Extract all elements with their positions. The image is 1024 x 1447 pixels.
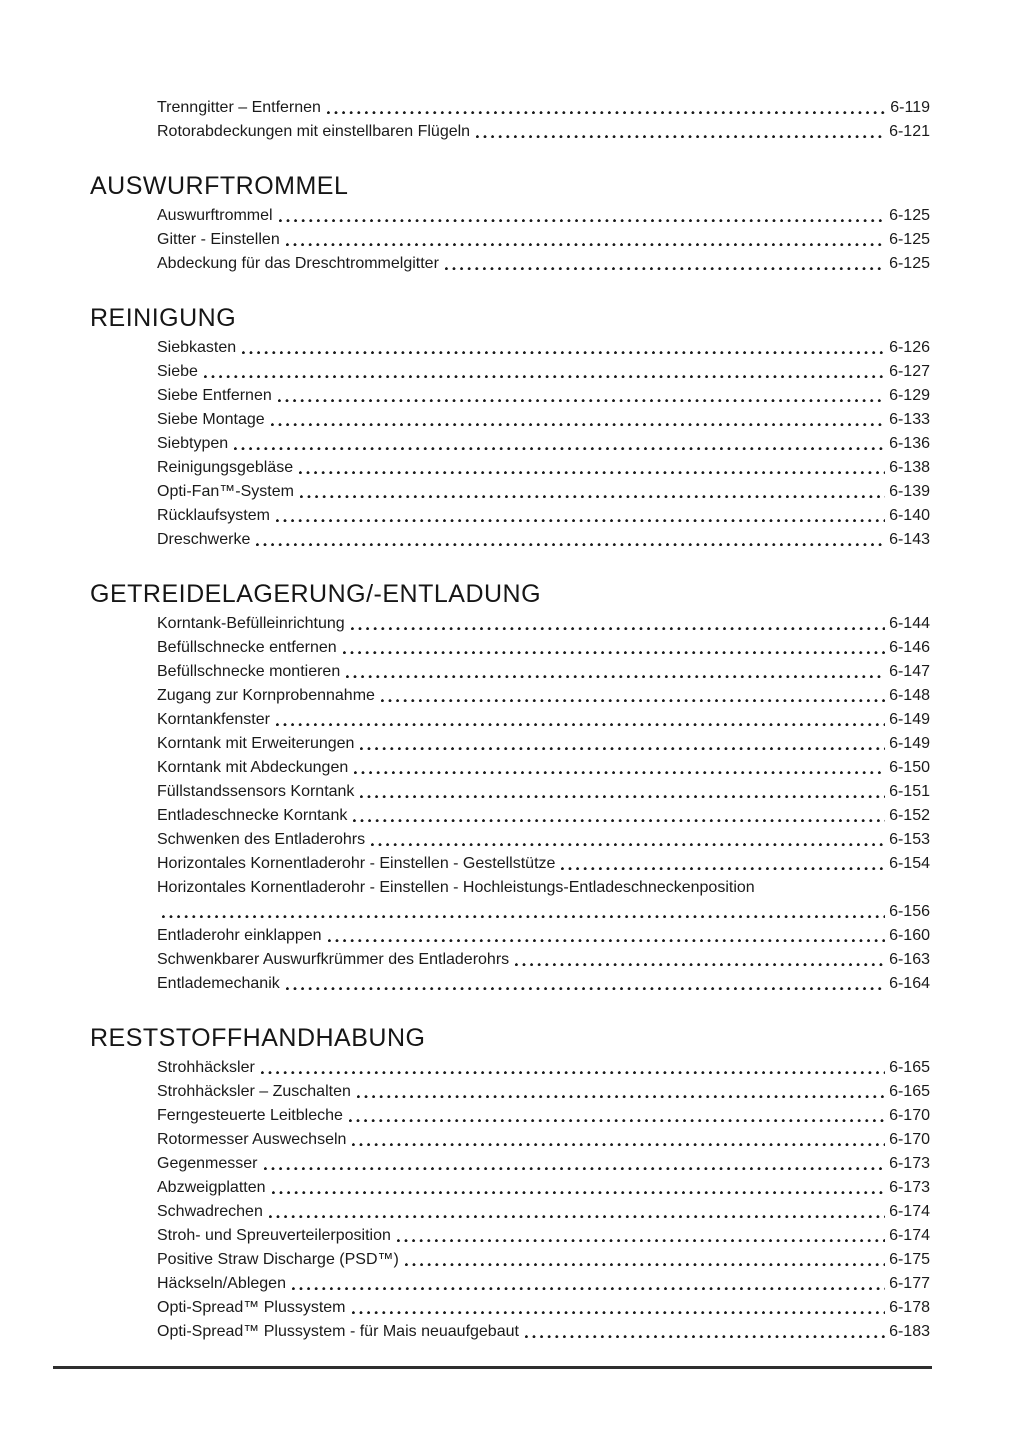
toc-entry-label: Schwenken des Entladerohrs — [157, 831, 366, 848]
toc-dot-leader — [264, 1152, 886, 1176]
toc-entry-page: 6-173 — [889, 1155, 930, 1172]
toc-entry-page: 6-153 — [889, 831, 930, 848]
toc-dot-leader — [343, 636, 885, 660]
toc-dot-leader — [351, 612, 885, 636]
toc-dot-leader — [405, 1248, 885, 1272]
toc-entry-label: Korntank mit Erweiterungen — [157, 735, 355, 752]
toc-entry-page: 6-146 — [889, 639, 930, 656]
toc-entry — [157, 684, 930, 708]
toc-entry — [157, 252, 930, 276]
toc-entry-label: Rotorabdeckungen mit einstellbaren Flügeln — [157, 123, 471, 140]
toc-entry — [157, 612, 930, 636]
toc-dot-leader — [286, 972, 885, 996]
toc-entry-label: Opti-Fan™-System — [157, 483, 294, 500]
toc-dot-leader — [515, 948, 885, 972]
toc-dot-leader — [381, 684, 885, 708]
toc-entry — [157, 780, 930, 804]
toc-dot-leader — [349, 1104, 885, 1128]
toc-entry-page: 6-150 — [889, 759, 930, 776]
toc-entry — [157, 756, 930, 780]
toc-entry-page: 6-170 — [889, 1107, 930, 1124]
toc-entry — [157, 1248, 930, 1272]
toc-entry-page: 6-125 — [889, 207, 930, 224]
toc-entry — [157, 120, 930, 144]
toc-entry — [157, 336, 930, 360]
toc-entry-page: 6-139 — [889, 483, 930, 500]
toc-entry-label: Horizontales Kornentladerohr - Einstellen - Gestellstütze — [157, 855, 556, 872]
section-title: REINIGUNG — [90, 304, 237, 332]
toc-entry-page: 6-149 — [889, 735, 930, 752]
toc-entry-label: Positive Straw Discharge (PSD™) — [157, 1251, 399, 1268]
toc-dot-leader — [346, 660, 885, 684]
toc-entry-page: 6-129 — [889, 387, 930, 404]
toc-entry — [157, 432, 930, 456]
toc-entry-label: Siebe — [157, 363, 198, 380]
toc-entry-page: 6-140 — [889, 507, 930, 524]
toc-dot-leader — [354, 756, 885, 780]
toc-dot-leader — [397, 1224, 885, 1248]
toc-entry-page: 6-143 — [889, 531, 930, 548]
toc-entry-label: Entlademechanik — [157, 975, 280, 992]
toc-entry-label: Siebe Entfernen — [157, 387, 272, 404]
toc-entry — [157, 1320, 930, 1344]
toc-dot-leader — [371, 828, 885, 852]
toc-dot-leader — [525, 1320, 885, 1344]
toc-entry — [157, 360, 930, 384]
section-title: AUSWURFTROMMEL — [90, 172, 349, 200]
toc-entry — [157, 1272, 930, 1296]
toc-dot-leader — [328, 924, 886, 948]
toc-dot-leader — [352, 1296, 886, 1320]
toc-entry — [157, 876, 930, 900]
toc-dot-leader — [300, 480, 885, 504]
toc-dot-leader — [269, 1200, 885, 1224]
toc-dot-leader — [204, 360, 885, 384]
toc-entry-list — [157, 96, 930, 144]
toc-entry — [157, 1104, 930, 1128]
toc-entry — [157, 1176, 930, 1200]
toc-entry-label: Siebtypen — [157, 435, 229, 452]
toc-dot-leader — [261, 1056, 885, 1080]
toc-entry — [157, 480, 930, 504]
toc-entry-label: Auswurftrommel — [157, 207, 273, 224]
toc-entry-page: 6-174 — [889, 1227, 930, 1244]
toc-dot-leader — [271, 408, 885, 432]
toc-dot-leader — [352, 1128, 885, 1152]
toc-entry — [157, 384, 930, 408]
toc-entry-label: Befüllschnecke montieren — [157, 663, 341, 680]
toc-entry-list — [157, 336, 930, 552]
toc-dot-leader — [279, 204, 886, 228]
toc-entry-page: 6-147 — [889, 663, 930, 680]
toc-entry-label: Abdeckung für das Dreschtrommelgitter — [157, 255, 439, 272]
toc-entry-label: Rotormesser Auswechseln — [157, 1131, 347, 1148]
toc-dot-leader — [360, 732, 885, 756]
toc-entry — [157, 1152, 930, 1176]
toc-entry — [157, 828, 930, 852]
toc-entry-label: Stroh- und Spreuverteilerposition — [157, 1227, 391, 1244]
toc-entry-label: Zugang zur Kornprobennahme — [157, 687, 375, 704]
toc-entry — [157, 204, 930, 228]
toc-dot-leader — [299, 456, 885, 480]
toc-dot-leader — [327, 96, 886, 120]
toc-entry-label: Korntank-Befülleinrichtung — [157, 615, 345, 632]
toc-entry-label: Trenngitter – Entfernen — [157, 99, 321, 116]
toc-entry-page: 6-174 — [889, 1203, 930, 1220]
toc-entry-label: Strohhäcksler – Zuschalten — [157, 1083, 351, 1100]
toc-dot-leader — [234, 432, 885, 456]
footer-divider — [53, 1366, 932, 1369]
toc-entry-label: Befüllschnecke entfernen — [157, 639, 337, 656]
toc-entry-page: 6-144 — [889, 615, 930, 632]
toc-entry — [157, 804, 930, 828]
toc-entry-label: Dreschwerke — [157, 531, 251, 548]
toc-entry — [157, 636, 930, 660]
section-title: RESTSTOFFHANDHABUNG — [90, 1024, 426, 1052]
toc-entry-label: Ferngesteuerte Leitbleche — [157, 1107, 343, 1124]
toc-entry-page: 6-126 — [889, 339, 930, 356]
toc-dot-leader — [476, 120, 885, 144]
toc-entry-label: Entladeschnecke Korntank — [157, 807, 348, 824]
toc-entry — [157, 408, 930, 432]
toc-entry — [157, 852, 930, 876]
toc-dot-leader — [292, 1272, 885, 1296]
toc-entry-page: 6-127 — [889, 363, 930, 380]
toc-entry-label: Korntankfenster — [157, 711, 270, 728]
toc-entry-label: Abzweigplatten — [157, 1179, 266, 1196]
toc-entry-label: Siebe Montage — [157, 411, 265, 428]
toc-entry-page: 6-178 — [889, 1299, 930, 1316]
toc-dot-leader — [272, 1176, 886, 1200]
toc-entry — [157, 1200, 930, 1224]
toc-entry-page: 6-163 — [889, 951, 930, 968]
toc-entry-label: Siebkasten — [157, 339, 237, 356]
toc-entry-list — [157, 612, 930, 996]
toc-entry — [157, 732, 930, 756]
toc-entry-page: 6-121 — [889, 123, 930, 140]
toc-entry-list — [157, 1056, 930, 1344]
toc-entry-page: 6-152 — [889, 807, 930, 824]
toc-entry-page: 6-119 — [890, 99, 930, 116]
toc-entry-page: 6-165 — [889, 1083, 930, 1100]
toc-entry — [157, 504, 930, 528]
toc-entry-page: 6-133 — [889, 411, 930, 428]
toc-entry-page: 6-148 — [889, 687, 930, 704]
toc-dot-leader — [242, 336, 885, 360]
toc-entry-label: Strohhäcksler — [157, 1059, 255, 1076]
toc-entry — [157, 228, 930, 252]
toc-dot-leader — [256, 528, 885, 552]
toc-entry-label: Schwenkbarer Auswurfkrümmer des Entladerohrs — [157, 951, 510, 968]
toc-entry-page: 6-173 — [889, 1179, 930, 1196]
toc-entry-label: Reinigungsgebläse — [157, 459, 294, 476]
toc-entry — [157, 708, 930, 732]
toc-entry — [157, 456, 930, 480]
toc-entry-page: 6-160 — [889, 927, 930, 944]
toc-entry-page: 6-183 — [889, 1323, 930, 1340]
toc-entry-label: Opti-Spread™ Plussystem - für Mais neuaufgebaut — [157, 1323, 519, 1340]
toc-dot-leader — [278, 384, 885, 408]
toc-entry-label: Rücklaufsystem — [157, 507, 270, 524]
toc-entry-label: Horizontales Kornentladerohr - Einstellen - Hochleistungs-Entladeschneckenposition — [157, 879, 755, 896]
toc-dot-leader — [357, 1080, 885, 1104]
toc-entry — [157, 1296, 930, 1320]
section-title: GETREIDELAGERUNG/-ENTLADUNG — [90, 580, 542, 608]
toc-entry-label: Opti-Spread™ Plussystem — [157, 1299, 346, 1316]
toc-dot-leader — [445, 252, 885, 276]
toc-entry-label: Gegenmesser — [157, 1155, 258, 1172]
toc-entry — [157, 1080, 930, 1104]
toc-entry-label: Gitter - Einstellen — [157, 231, 280, 248]
toc-entry-page: 6-125 — [889, 231, 930, 248]
toc-entry-label: Füllstandssensors Korntank — [157, 783, 355, 800]
toc-entry-continuation — [157, 900, 930, 924]
toc-entry — [157, 1128, 930, 1152]
toc-entry-label: Entladerohr einklappen — [157, 927, 322, 944]
table-of-contents — [90, 96, 930, 1344]
toc-entry-page: 6-154 — [889, 855, 930, 872]
toc-dot-leader — [286, 228, 885, 252]
toc-dot-leader — [353, 804, 885, 828]
toc-entry-label: Häckseln/Ablegen — [157, 1275, 286, 1292]
toc-entry-page: 6-156 — [889, 903, 930, 920]
toc-dot-leader — [162, 900, 885, 924]
toc-entry-page: 6-164 — [889, 975, 930, 992]
toc-entry — [157, 948, 930, 972]
toc-entry-label: Korntank mit Abdeckungen — [157, 759, 349, 776]
toc-entry — [157, 972, 930, 996]
toc-entry-page: 6-175 — [889, 1251, 930, 1268]
toc-entry-label: Schwadrechen — [157, 1203, 263, 1220]
toc-entry-page: 6-125 — [889, 255, 930, 272]
toc-entry-page: 6-149 — [889, 711, 930, 728]
toc-entry — [157, 1224, 930, 1248]
toc-entry-page: 6-165 — [889, 1059, 930, 1076]
toc-dot-leader — [276, 708, 885, 732]
toc-dot-leader — [276, 504, 885, 528]
toc-dot-leader — [561, 852, 885, 876]
toc-entry — [157, 96, 930, 120]
toc-entry-page: 6-136 — [889, 435, 930, 452]
toc-entry — [157, 1056, 930, 1080]
toc-entry-page: 6-177 — [889, 1275, 930, 1292]
toc-entry — [157, 924, 930, 948]
toc-entry-page: 6-170 — [889, 1131, 930, 1148]
toc-entry-page: 6-151 — [889, 783, 930, 800]
toc-entry — [157, 528, 930, 552]
toc-entry-list — [157, 204, 930, 276]
toc-dot-leader — [360, 780, 885, 804]
toc-entry-page: 6-138 — [889, 459, 930, 476]
toc-entry — [157, 660, 930, 684]
